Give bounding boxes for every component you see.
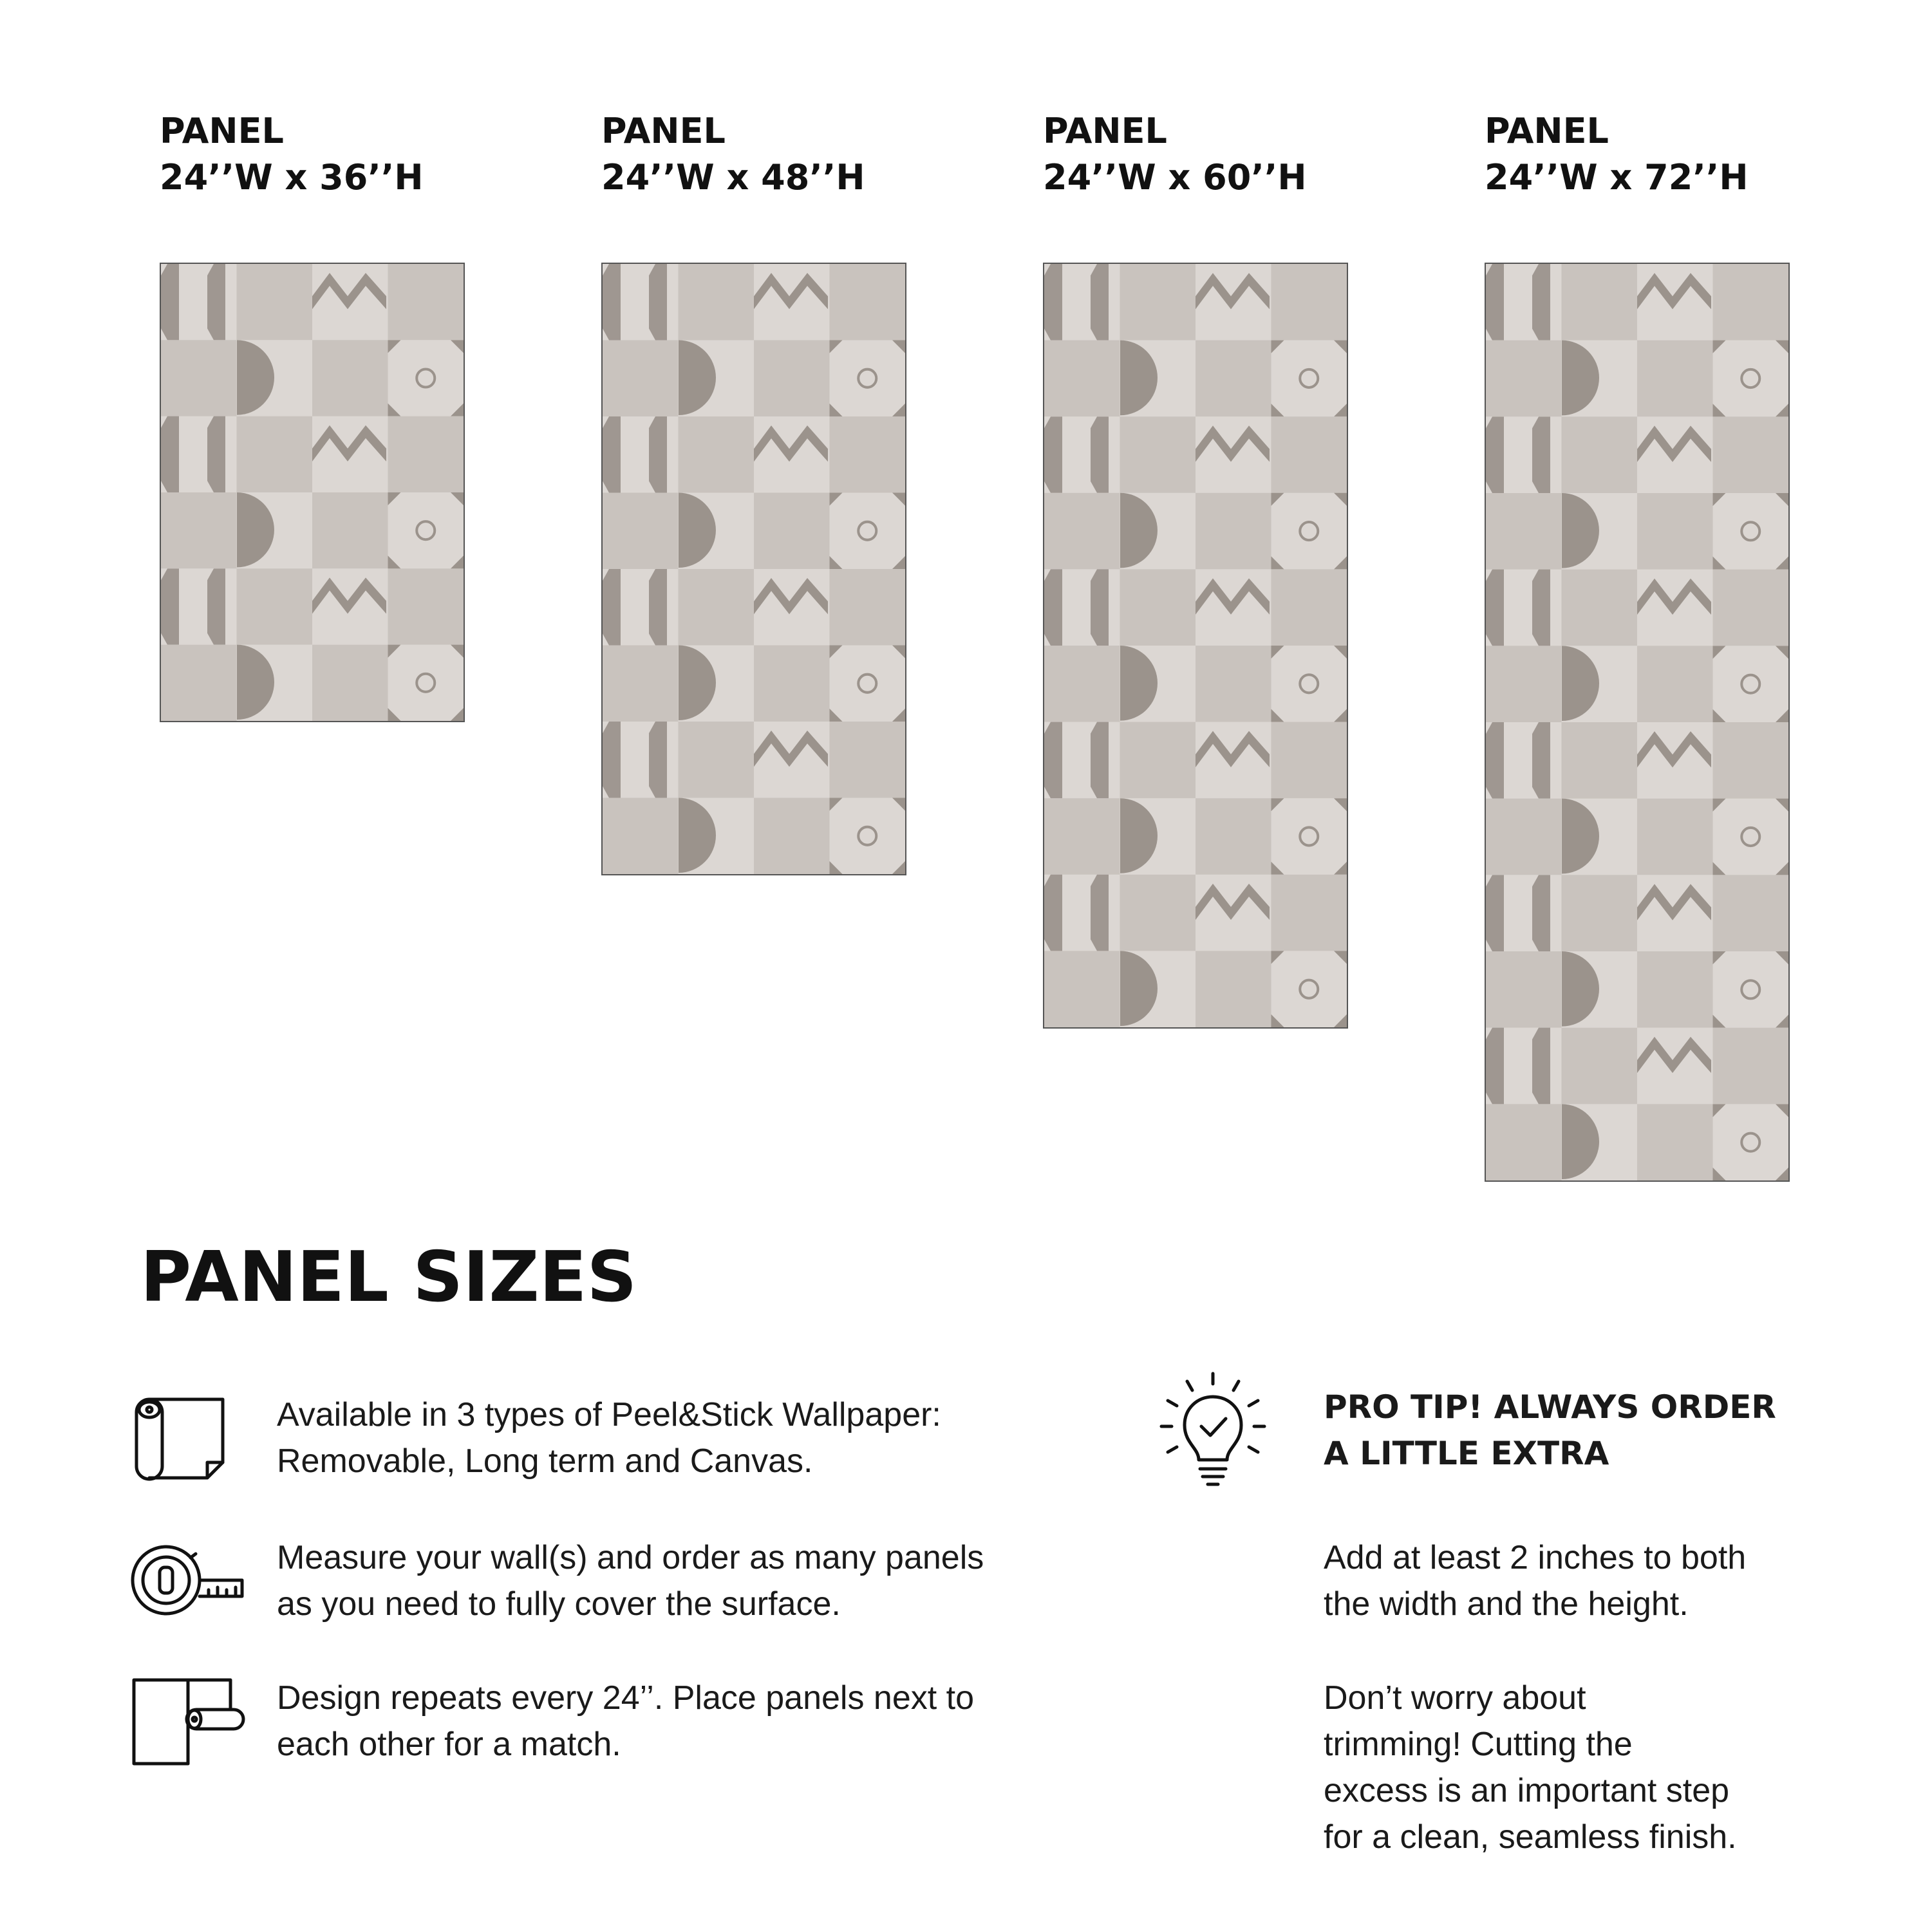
- panel-tile: [312, 492, 388, 568]
- panel-tile: [1713, 570, 1789, 646]
- panel-tile: [1120, 875, 1196, 951]
- trapezoid-shape: [603, 416, 621, 493]
- panel-tile: [1271, 646, 1347, 722]
- panel-tile: [388, 492, 464, 568]
- wallpaper-roll-icon: [127, 1390, 247, 1487]
- panel-size: 24’’W x 72’’H: [1485, 157, 1749, 198]
- panel-tile: [1713, 1028, 1789, 1105]
- trapezoid-shape: [1532, 722, 1550, 799]
- panel-tile: [1271, 722, 1347, 799]
- panel-tile: [679, 569, 755, 646]
- tape-measure-icon: [127, 1532, 247, 1628]
- panel-tile: [1271, 264, 1347, 340]
- panel-tile: [1044, 340, 1120, 417]
- trapezoid-shape: [1486, 570, 1504, 646]
- trapezoid-shape: [649, 569, 667, 646]
- panel-tile: [1271, 340, 1347, 417]
- panel-tile: [1486, 646, 1562, 722]
- panel-tile: [1120, 722, 1196, 799]
- panel-tile: [1713, 340, 1789, 417]
- feature-text-measure: Measure your wall(s) and order as many panels as you need to fully cover the surface.: [277, 1539, 984, 1623]
- panel-tile: [1713, 264, 1789, 340]
- panel-label: PANEL: [1043, 111, 1167, 151]
- panel-tile: [1486, 951, 1562, 1028]
- panel-preview-72: [1485, 263, 1790, 1182]
- panel-tile: [312, 645, 388, 721]
- trapezoid-shape: [603, 264, 621, 340]
- trapezoid-shape: [1044, 722, 1062, 799]
- panel-tile: [1486, 1104, 1562, 1180]
- trapezoid-shape: [1532, 416, 1550, 493]
- lightbulb-check-icon: [1156, 1368, 1270, 1489]
- panel-tile: [1486, 493, 1562, 570]
- panel-tile: [1044, 646, 1120, 722]
- panel-size: 24’’W x 48’’H: [601, 157, 865, 198]
- panel-tile: [1120, 569, 1196, 646]
- panel-tile: [388, 645, 464, 721]
- panel-size: 24’’W x 60’’H: [1043, 157, 1307, 198]
- trapezoid-shape: [603, 569, 621, 646]
- panel-tile: [1044, 493, 1120, 570]
- trapezoid-shape: [207, 264, 225, 340]
- panel-label: PANEL: [160, 111, 284, 151]
- feature-text-types: Available in 3 types of Peel&Stick Wallpaper: Removable, Long term and Canvas.: [277, 1396, 941, 1480]
- trapezoid-shape: [207, 416, 225, 492]
- panel-tile: [830, 798, 906, 875]
- panel-tile: [1713, 416, 1789, 493]
- trapezoid-shape: [1486, 264, 1504, 340]
- panel-tile: [1637, 951, 1713, 1028]
- panel-heading-48: [601, 108, 988, 201]
- panel-tile: [1713, 646, 1789, 722]
- panel-tile: [1196, 951, 1271, 1027]
- panel-tile: [1713, 493, 1789, 570]
- panel-tile: [388, 416, 464, 492]
- panel-tile: [603, 798, 679, 875]
- panel-pattern: [161, 264, 464, 721]
- trapezoid-shape: [1532, 1028, 1550, 1105]
- trapezoid-shape: [1486, 1028, 1504, 1105]
- panel-tile: [1637, 799, 1713, 875]
- panel-tile: [1044, 798, 1120, 875]
- panel-preview-36: [160, 263, 465, 722]
- trapezoid-shape: [603, 722, 621, 798]
- panel-heading-36: [160, 108, 546, 201]
- trapezoid-shape: [1091, 722, 1109, 799]
- panel-pattern: [1044, 264, 1347, 1027]
- panel-tile: [830, 340, 906, 417]
- trapezoid-shape: [649, 416, 667, 493]
- panel-tile: [1196, 646, 1271, 722]
- panel-tile: [388, 264, 464, 340]
- panel-tile: [237, 264, 313, 340]
- pro-tip-paragraph-1: Add at least 2 inches to both the width and the height.: [1324, 1539, 1747, 1623]
- panel-label: PANEL: [601, 111, 726, 151]
- panel-tile: [1562, 416, 1638, 493]
- panel-tile: [1271, 951, 1347, 1027]
- panel-tile: [679, 416, 755, 493]
- panel-tile: [1562, 875, 1638, 951]
- trapezoid-shape: [649, 264, 667, 340]
- panel-tile: [1120, 264, 1196, 340]
- panel-tile: [1637, 646, 1713, 722]
- trapezoid-shape: [161, 264, 179, 340]
- panel-tile: [1637, 493, 1713, 570]
- panel-tile: [603, 646, 679, 722]
- panel-label: PANEL: [1485, 111, 1609, 151]
- panel-tile: [603, 340, 679, 417]
- panel-tile: [830, 722, 906, 798]
- panel-tile: [1271, 569, 1347, 646]
- trapezoid-shape: [1486, 722, 1504, 799]
- panel-tile: [1196, 340, 1271, 417]
- trapezoid-shape: [1091, 875, 1109, 951]
- section-title: PANEL SIZES: [140, 1237, 637, 1318]
- panel-tile: [1196, 798, 1271, 875]
- panel-tile: [1271, 798, 1347, 875]
- panel-tile: [754, 798, 830, 875]
- panel-heading-72: [1485, 108, 1871, 201]
- panel-tile: [1713, 722, 1789, 799]
- trapezoid-shape: [1091, 416, 1109, 493]
- panel-tile: [1713, 799, 1789, 875]
- panel-tile: [237, 416, 313, 492]
- panel-tile: [1486, 340, 1562, 417]
- trapezoid-shape: [1532, 875, 1550, 951]
- panel-tile: [1196, 493, 1271, 570]
- panel-tile: [754, 340, 830, 417]
- pro-tip-paragraph-2: Don’t worry about trimming! Cutting the excess is an important step for a clean, seamless finish.: [1324, 1679, 1737, 1856]
- panel-tile: [1044, 951, 1120, 1027]
- trapezoid-shape: [1044, 875, 1062, 951]
- pro-tip-title: PRO TIP! ALWAYS ORDER A LITTLE EXTRA: [1324, 1388, 1776, 1472]
- panel-tile: [1120, 416, 1196, 493]
- panel-tile: [679, 722, 755, 798]
- panel-tile: [388, 340, 464, 416]
- panel-tile: [1562, 1028, 1638, 1105]
- panel-tile: [1271, 493, 1347, 570]
- trapezoid-shape: [1044, 416, 1062, 493]
- trapezoid-shape: [161, 416, 179, 492]
- panel-tile: [1562, 722, 1638, 799]
- panel-tile: [754, 493, 830, 570]
- trapezoid-shape: [1044, 264, 1062, 340]
- panel-tile: [830, 493, 906, 570]
- trapezoid-shape: [1532, 264, 1550, 340]
- trapezoid-shape: [649, 722, 667, 798]
- panel-tile: [312, 340, 388, 416]
- panel-tile: [1271, 875, 1347, 951]
- feature-text-repeat: Design repeats every 24’’. Place panels next to each other for a match.: [277, 1679, 975, 1763]
- panel-tile: [1713, 875, 1789, 951]
- panel-tile: [161, 645, 237, 721]
- panel-tile: [830, 264, 906, 340]
- trapezoid-shape: [1091, 569, 1109, 646]
- panel-tile: [1637, 340, 1713, 417]
- trapezoid-shape: [1486, 875, 1504, 951]
- panel-tile: [679, 264, 755, 340]
- panel-tile: [1562, 264, 1638, 340]
- trapezoid-shape: [161, 568, 179, 644]
- panel-tile: [237, 568, 313, 644]
- panel-tile: [754, 646, 830, 722]
- panel-tile: [1637, 1104, 1713, 1180]
- panel-preview-48: [601, 263, 906, 875]
- panel-tile: [830, 416, 906, 493]
- panel-tile: [1713, 1104, 1789, 1180]
- panel-tile: [1562, 570, 1638, 646]
- panel-tile: [161, 340, 237, 416]
- panel-tile: [830, 646, 906, 722]
- panel-tile: [830, 569, 906, 646]
- trapezoid-shape: [1044, 569, 1062, 646]
- trapezoid-shape: [207, 568, 225, 644]
- panel-tile: [161, 492, 237, 568]
- panel-preview-60: [1043, 263, 1348, 1029]
- panel-repeat-icon: [127, 1671, 247, 1768]
- panel-tile: [1486, 799, 1562, 875]
- panel-pattern: [603, 264, 905, 874]
- panel-tile: [1271, 416, 1347, 493]
- trapezoid-shape: [1486, 416, 1504, 493]
- panel-heading-60: [1043, 108, 1429, 201]
- panel-pattern: [1486, 264, 1788, 1180]
- trapezoid-shape: [1532, 570, 1550, 646]
- panel-size: 24’’W x 36’’H: [160, 157, 424, 198]
- trapezoid-shape: [1091, 264, 1109, 340]
- panel-tile: [603, 493, 679, 570]
- panel-tile: [1713, 951, 1789, 1028]
- panel-tile: [388, 568, 464, 644]
